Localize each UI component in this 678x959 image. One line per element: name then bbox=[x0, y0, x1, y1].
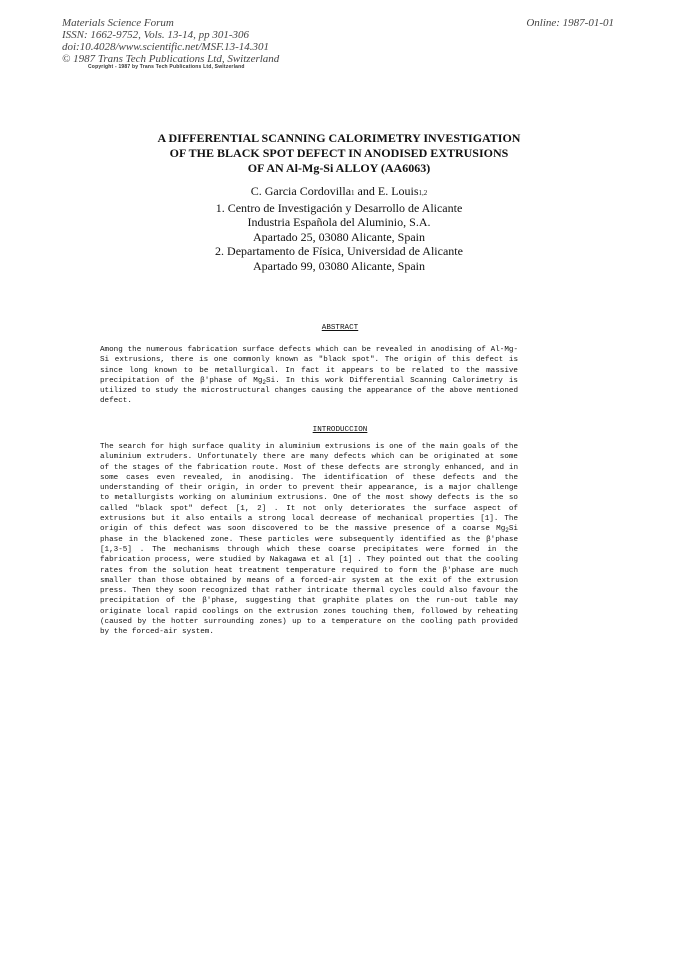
title-line-1: A DIFFERENTIAL SCANNING CALORIMETRY INVESTIGATION bbox=[157, 131, 521, 145]
title-line-2: OF THE BLACK SPOT DEFECT IN ANODISED EXTRUSIONS bbox=[169, 146, 509, 160]
abstract-text bbox=[100, 345, 518, 407]
affiliation-1-line-3: Apartado 25, 03080 Alicante, Spain bbox=[253, 229, 425, 244]
abstract-subscript: 2 bbox=[262, 378, 267, 386]
author-1: C. Garcia Cordovilla bbox=[250, 184, 352, 198]
introduction-text-part-2: Si phase in the blackened zone. These particles were subsequently identified as the β'phase [1,3-5] . The mechanisms through which these coarse precipitates were formed in the fabrication process, were studied by Nakagawa et al [1] . They pointed out that the cooling rates from the solution heat treatment temperature required to form the β'phase are much smaller than those obtained by means of a forced-air system at the exit of the extrusion press. Then they soon recognized that rather intricate thermal cycles could also favour the precipitation of the β'phase, suggesting that graphite plates on the run-out table may originate local rapid coolings on the extrusion zones touching them, followed by reheating (caused by the hotter surrounding zones) up to a temperature on the cooling path provided by the forced-air system. bbox=[100, 525, 518, 637]
paper-title bbox=[88, 131, 590, 176]
abstract-text-part-1: Among the numerous fabrication surface defects which can be revealed in anodising of Al-Mg-Si extrusions, there is one commonly known as "black spot". The origin of this defect is since long known to be metallurgical. In fact it appears to be related to the massive precipitation of the β'phase of Mg bbox=[100, 346, 518, 385]
author-2: and E. Louis bbox=[354, 184, 419, 198]
author-1-affiliation-mark: 1 bbox=[351, 189, 355, 197]
issn-line: ISSN: 1662-9752, Vols. 13-14, pp 301-306 bbox=[62, 29, 249, 41]
abstract-text-part-2: Si. In this work Differential Scanning Calorimetry is utilized to study the microstructural changes causing the appearance of the above mentioned defect. bbox=[100, 376, 518, 406]
copyright-strip: Copyright - 1987 by Trans Tech Publications Ltd, Switzerland bbox=[88, 64, 245, 70]
abstract-heading: ABSTRACT bbox=[321, 324, 359, 332]
author-names bbox=[88, 184, 590, 201]
author-2-affiliation-mark: 1,2 bbox=[418, 189, 428, 197]
author-block bbox=[88, 184, 590, 273]
journal-name: Materials Science Forum bbox=[62, 17, 174, 29]
publication-header bbox=[62, 17, 279, 65]
copyright-line: © 1987 Trans Tech Publications Ltd, Switzerland bbox=[62, 53, 280, 65]
introduction-text-part-1: The search for high surface quality in aluminium extrusions is one of the main goals of the aluminium extruders. Unfortunately there are many defects which can be originated at some of the stages of the fabrication route. Most of these defects are strongly enhanced, and in some cases even revealed, in anodising. The identification of these defects and the understanding of their origin, in order to prevent their appearance, is a major challenge to metallurgists working on aluminium extrusions. One of the most showy defects is the so called "black spot" defect [1, 2] . It not only deteriorates the surface aspect of extrusions but it also entails a strong local decrease of mechanical properties [1]. The origin of this defect was soon discovered to be the massive presence of a coarse Mg bbox=[100, 443, 518, 534]
affiliation-2-line-1: 2. Departamento de Física, Universidad de Alicante bbox=[215, 244, 463, 258]
title-line-3: OF AN Al-Mg-Si ALLOY (AA6063) bbox=[247, 161, 431, 175]
affiliation-2-line-2: Apartado 99, 03080 Alicante, Spain bbox=[253, 258, 425, 273]
affiliation-1-line-1: 1. Centro de Investigación y Desarrollo de Alicante bbox=[215, 200, 463, 215]
introduction-heading: INTRODUCCION bbox=[312, 426, 368, 434]
affiliation-1-line-2: Industria Española del Aluminio, S.A. bbox=[247, 215, 431, 229]
introduction-text bbox=[100, 442, 518, 638]
introduction-subscript: 2 bbox=[505, 527, 509, 535]
doi-line: doi:10.4028/www.scientific.net/MSF.13-14.301 bbox=[62, 41, 270, 53]
online-date: Online: 1987-01-01 bbox=[526, 17, 614, 29]
